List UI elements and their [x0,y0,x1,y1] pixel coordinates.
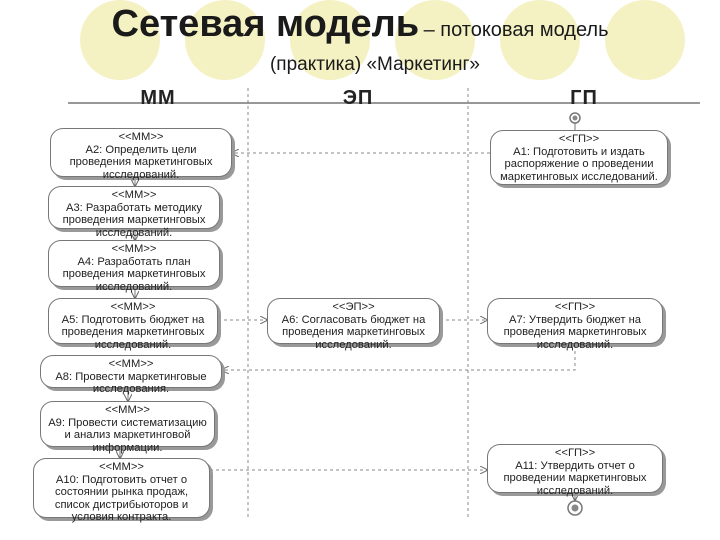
title-main: Сетевая модель [111,3,420,45]
activity-stereotype: <<ММ>> [99,461,144,473]
lane-header-gp: ГП [570,87,598,109]
activity-a6[interactable] [267,298,440,351]
activity-stereotype: <<ГП>> [558,133,600,145]
start-node-dot [573,116,578,121]
page-subtitle: (практика) «Маркетинг» [269,54,480,75]
activity-a9[interactable] [40,401,215,454]
activity-text: А8: Провести маркетинговые исследования. [55,370,207,395]
activity-text: А2: Определить цели проведения маркетинговых исследований. [69,143,213,181]
activity-text: А4: Разработать план проведения маркетинговых исследований. [62,255,206,293]
activity-a5[interactable] [48,298,218,351]
lane-header-mm: ММ [140,87,176,109]
activity-a11[interactable] [487,444,663,497]
activity-stereotype: <<ММ>> [110,301,156,313]
lane-header-ep: ЭП [342,87,374,109]
activity-text: А10: Подготовить отчет о состоянии рынка продаж, список дистрибьюторов и условия контракта. [54,473,189,523]
activity-a8[interactable] [40,355,222,395]
activity-text: А3: Разработать методику проведения маркетинговых исследований. [62,201,206,239]
activity-text: А6: Согласовать бюджет на проведения маркетинговых исследований. [281,313,426,351]
activity-text: А9: Провести систематизацию и анализ маркетинговой информации. [48,416,207,454]
activity-a1[interactable] [490,130,668,185]
activity-a2[interactable] [50,128,232,181]
activity-text: А11: Утвердить отчет о проведении маркетинговых исследований. [503,459,647,497]
activity-a3[interactable] [48,186,220,239]
activity-stereotype: <<ЭП>> [332,301,375,313]
activity-text: А1: Подготовить и издать распоряжение о проведении маркетинговых исследований. [500,145,658,183]
activity-text: А5: Подготовить бюджет на проведения маркетинговых исследований. [61,313,205,351]
activity-stereotype: <<ММ>> [105,404,150,416]
activity-text: А7: Утвердить бюджет на проведения маркетинговых исследований. [503,313,647,351]
activity-stereotype: <<ММ>> [108,358,154,370]
end-node-dot [572,505,579,512]
activity-a10[interactable] [33,458,210,523]
activity-stereotype: <<ММ>> [111,189,157,201]
activity-stereotype: <<ММ>> [118,131,164,143]
activity-stereotype: <<ГП>> [554,301,596,313]
activity-a7[interactable] [487,298,663,351]
activity-a4[interactable] [48,240,220,293]
title-sub: – потоковая модель [423,19,609,41]
activity-stereotype: <<ГП>> [554,447,596,459]
activity-stereotype: <<ММ>> [111,243,157,255]
